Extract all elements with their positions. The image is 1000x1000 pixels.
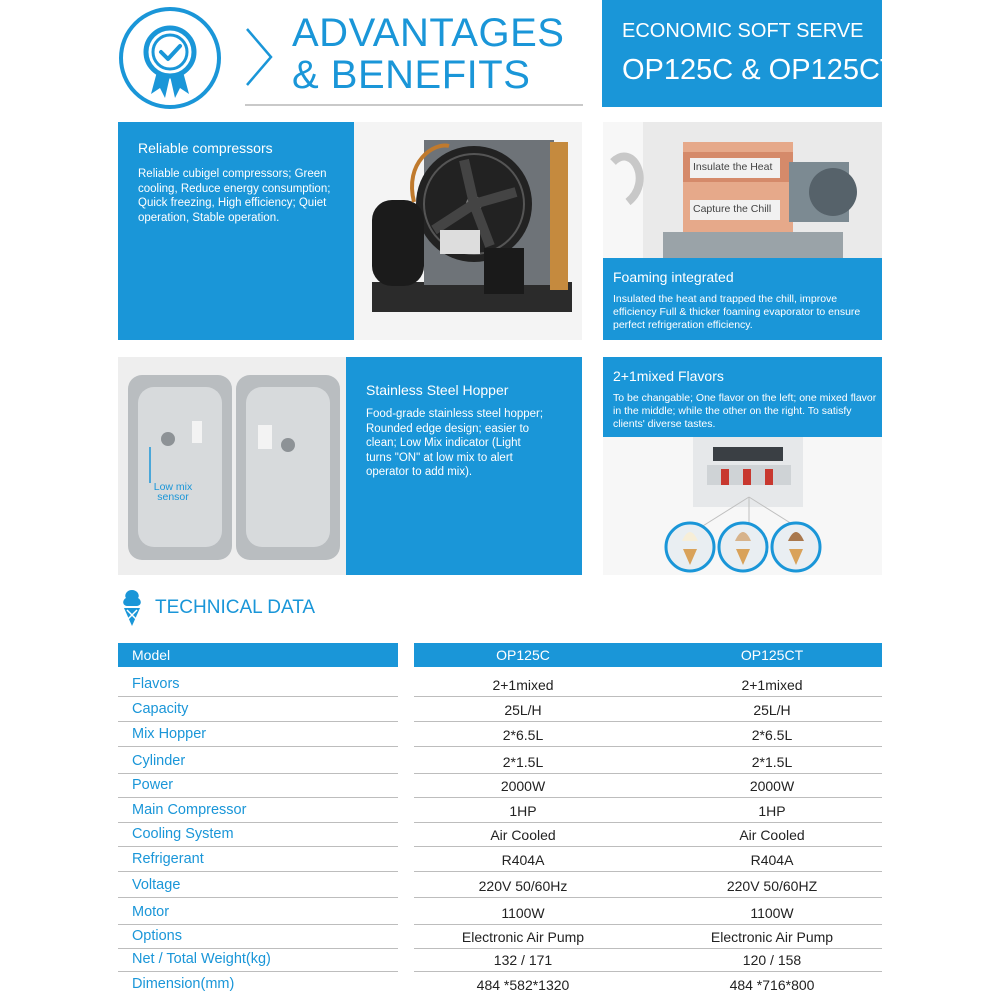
table-row-label: Refrigerant <box>132 851 204 867</box>
technical-data-title: TECHNICAL DATA <box>155 597 316 618</box>
table-row-label: Options <box>132 928 182 944</box>
photo-label-chill: Capture the Chill <box>693 203 772 215</box>
table-row-label: Main Compressor <box>132 802 247 818</box>
chevron-right-icon <box>244 26 274 88</box>
table-row-divider <box>118 897 398 898</box>
banner-subtitle: ECONOMIC SOFT SERVE <box>622 20 864 42</box>
page-title <box>292 12 564 96</box>
table-cell-op125ct: 484 *716*800 <box>729 977 815 993</box>
flavors-machine-image <box>603 437 882 575</box>
table-cell-op125c: 2000W <box>500 778 546 794</box>
table-row-label: Mix Hopper <box>132 726 207 742</box>
table-row-label: Flavors <box>132 676 180 692</box>
table-row-divider <box>118 822 398 823</box>
table-row-divider <box>414 924 882 925</box>
table-row-divider <box>118 797 398 798</box>
title-line-1: ADVANTAGES <box>292 11 565 55</box>
table-cell-op125c: 2*6.5L <box>502 727 544 743</box>
table-row-divider <box>414 773 882 774</box>
table-cell-op125ct: 220V 50/60HZ <box>726 878 818 894</box>
table-row-divider <box>118 846 398 847</box>
table-row-divider <box>414 897 882 898</box>
banner-models: OP125C & OP125CT <box>622 54 898 86</box>
table-header-op125ct: OP125CT <box>740 647 804 663</box>
table-row-divider <box>414 696 882 697</box>
feature-title: Stainless Steel Hopper <box>366 382 509 398</box>
table-row-divider <box>118 721 398 722</box>
table-header-model: Model <box>118 643 398 667</box>
table-row-label: Dimension(mm) <box>132 976 235 992</box>
table-cell-op125c: 25L/H <box>504 702 542 718</box>
table-row-label: Cylinder <box>132 753 186 769</box>
table-cell-op125c: R404A <box>501 852 545 868</box>
table-cell-op125c: 1100W <box>501 905 545 921</box>
table-row-divider <box>118 948 398 949</box>
feature-panel-foaming <box>603 258 882 340</box>
table-row-divider <box>118 696 398 697</box>
feature-text: Insulated the heat and trapped the chill, improve efficiency Full & thicker foaming evaporator to ensure perfect refrigeration efficiency. <box>613 293 861 331</box>
ice-cream-icon <box>120 588 144 628</box>
feature-text: Food-grade stainless steel hopper; Rounded edge design; easier to clean; Low Mix indicator (Light turns "ON" at low mix to alert operator to add mix). <box>366 408 544 478</box>
table-row-label: Capacity <box>132 701 189 717</box>
table-cell-op125ct: 2+1mixed <box>741 677 803 693</box>
photo-label-sensor: Low mix sensor <box>153 481 193 503</box>
table-row-label: Motor <box>132 904 170 920</box>
compressor-unit-image <box>354 122 582 340</box>
table-header-op125c: OP125C <box>496 647 550 663</box>
feature-title: 2+1mixed Flavors <box>613 368 724 384</box>
table-cell-op125c: 484 *582*1320 <box>476 977 570 993</box>
table-cell-op125ct: 120 / 158 <box>742 952 802 968</box>
table-row-divider <box>414 948 882 949</box>
table-row-divider <box>414 871 882 872</box>
table-cell-op125ct: R404A <box>750 852 794 868</box>
feature-panel-hopper <box>346 357 582 575</box>
table-cell-op125ct: Air Cooled <box>739 827 805 843</box>
stainless-hopper-image <box>118 357 346 575</box>
table-row-divider <box>414 721 882 722</box>
table-cell-op125ct: 2*1.5L <box>751 754 793 770</box>
table-row-divider <box>118 924 398 925</box>
table-row-label: Power <box>132 777 174 793</box>
table-cell-op125c: Electronic Air Pump <box>461 929 585 945</box>
table-cell-op125c: 220V 50/60Hz <box>478 878 568 894</box>
table-row-divider <box>414 746 882 747</box>
table-cell-op125c: Air Cooled <box>490 827 556 843</box>
table-cell-op125ct: 25L/H <box>753 702 791 718</box>
feature-panel-compressors <box>118 122 354 340</box>
foaming-evaporator-image <box>603 122 882 258</box>
table-row-label: Cooling System <box>132 826 234 842</box>
table-row-divider <box>118 871 398 872</box>
table-row-label: Voltage <box>132 877 181 893</box>
feature-text: To be changable; One flavor on the left; one mixed flavor in the middle; while the other on the right. To satisfy clients' diverse tastes. <box>613 392 877 430</box>
table-row-divider <box>118 971 398 972</box>
feature-title: Reliable compressors <box>138 140 273 156</box>
table-row-divider <box>118 773 398 774</box>
feature-panel-flavors <box>603 357 882 437</box>
photo-label-heat: Insulate the Heat <box>693 161 773 173</box>
table-cell-op125ct: 1100W <box>750 905 794 921</box>
title-line-2: & BENEFITS <box>292 53 531 97</box>
feature-title: Foaming integrated <box>613 269 734 285</box>
table-cell-op125c: 132 / 171 <box>493 952 553 968</box>
table-row-divider <box>414 971 882 972</box>
feature-text: Reliable cubigel compressors; Green cooling, Reduce energy consumption; Quick freezing, High efficiency; Quiet operation, Stable operation. <box>138 168 331 224</box>
table-row-divider <box>414 846 882 847</box>
table-row-divider <box>118 746 398 747</box>
table-cell-op125c: 2+1mixed <box>492 677 554 693</box>
quality-badge-icon <box>118 6 222 110</box>
table-cell-op125ct: Electronic Air Pump <box>710 929 834 945</box>
header-divider <box>245 104 583 106</box>
table-cell-op125ct: 2000W <box>749 778 795 794</box>
table-cell-op125ct: 1HP <box>758 803 786 819</box>
table-row-divider <box>414 822 882 823</box>
table-cell-op125c: 2*1.5L <box>502 754 544 770</box>
table-cell-op125ct: 2*6.5L <box>751 727 793 743</box>
table-row-divider <box>414 797 882 798</box>
table-row-label: Net / Total Weight(kg) <box>132 951 271 967</box>
table-cell-op125c: 1HP <box>509 803 537 819</box>
